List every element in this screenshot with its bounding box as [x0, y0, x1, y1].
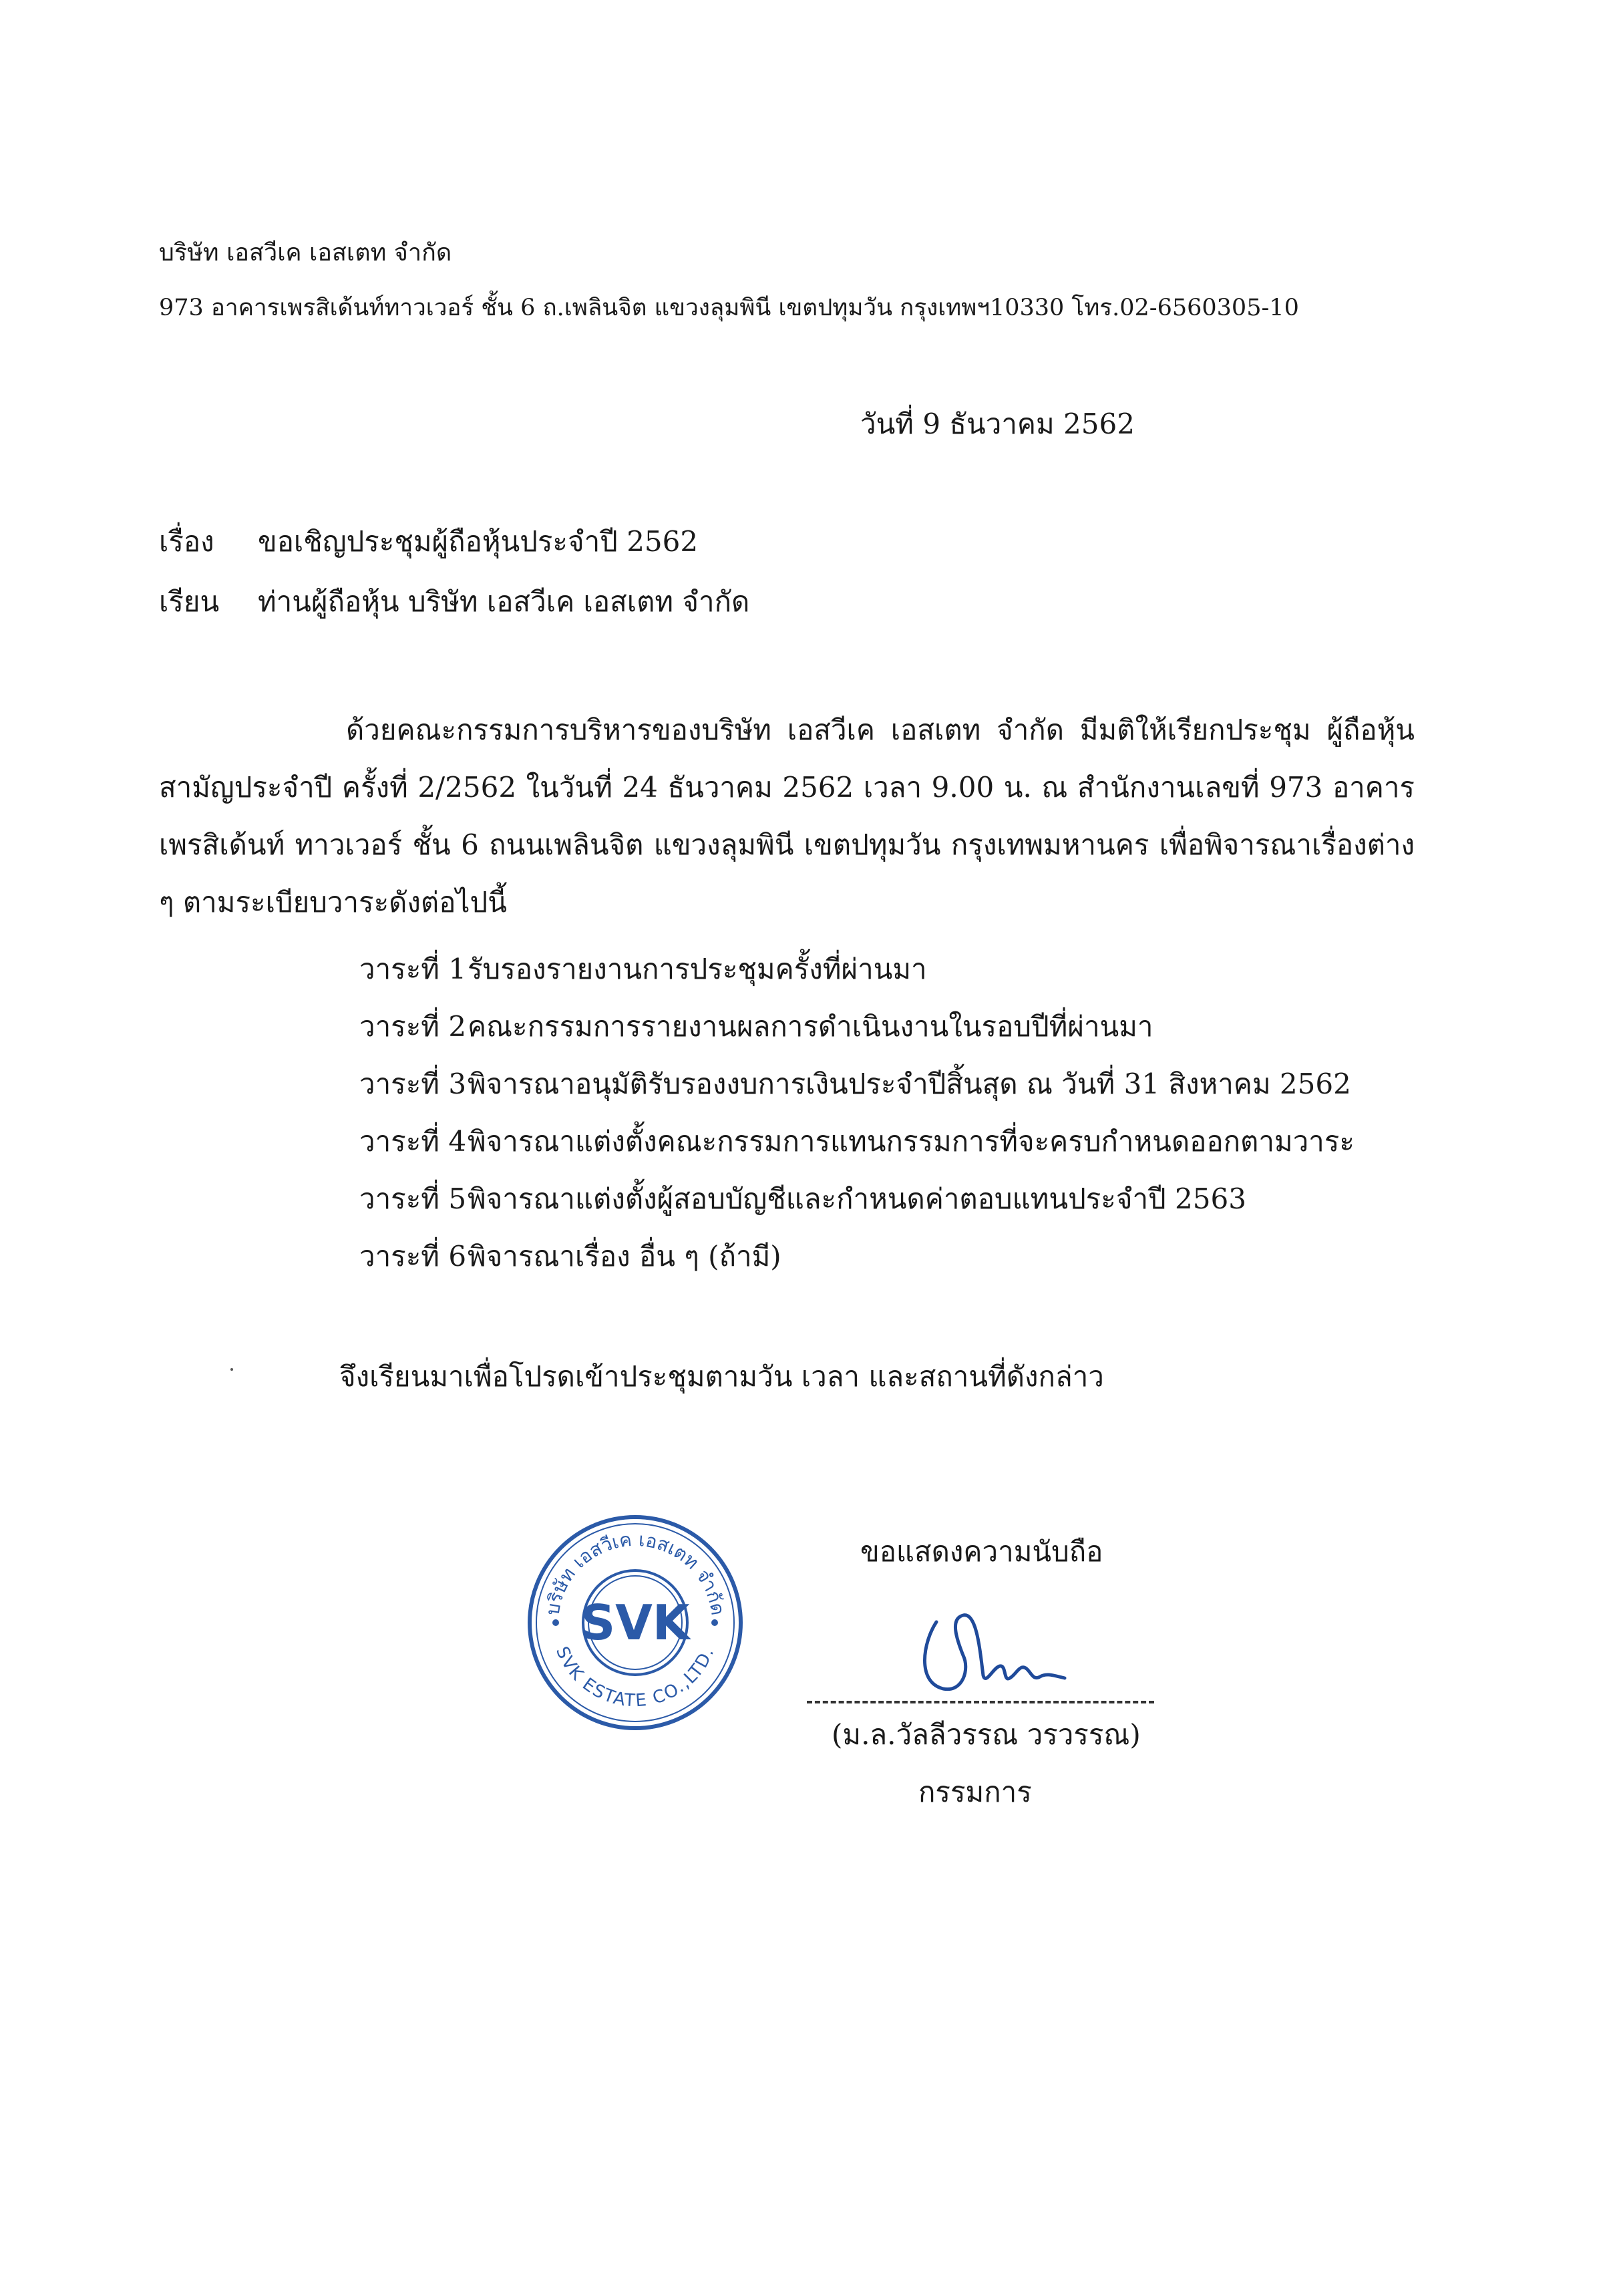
- agenda-item: [359, 1113, 1355, 1170]
- letter-date: วันที่ 9 ธันวาคม 2562: [860, 407, 1135, 440]
- svg-text:SVK ESTATE CO.,LTD.: SVK ESTATE CO.,LTD.: [551, 1643, 719, 1711]
- company-address: 973 อาคารเพรสิเด้นท์ทาวเวอร์ ชั้น 6 ถ.เพลินจิต แขวงลุมพินี เขตปทุมวัน กรุงเทพฯ10330 โทร.02-6560305-10: [159, 295, 1299, 321]
- svg-text:SVK: SVK: [580, 1595, 690, 1651]
- agenda-item-label: วาระที่ 4: [359, 1125, 467, 1158]
- agenda-item-label: วาระที่ 2: [359, 1010, 467, 1043]
- subject-label: เรื่อง: [159, 525, 214, 558]
- signatory-name: (ม.ล.วัลลีวรรณ วรวรรณ): [832, 1718, 1141, 1751]
- agenda-item: [359, 1055, 1355, 1113]
- agenda-item-label: วาระที่ 5: [359, 1182, 467, 1215]
- agenda-list: [359, 941, 1355, 1285]
- agenda-item: [359, 998, 1355, 1055]
- closing-sentence: จึงเรียนมาเพื่อโปรดเข้าประชุมตามวัน เวลา และสถานที่ดังกล่าว: [339, 1360, 1104, 1393]
- signature-line: [807, 1701, 1154, 1703]
- agenda-item-text: พิจารณาอนุมัติรับรองงบการเงินประจำปีสิ้นสุด ณ วันที่ 31 สิงหาคม 2562: [468, 1068, 1351, 1100]
- subject-text: ขอเชิญประชุมผู้ถือหุ้นประจำปี 2562: [258, 525, 699, 558]
- company-name: บริษัท เอสวีเค เอสเตท จำกัด: [159, 239, 452, 267]
- agenda-item-label: วาระที่ 3: [359, 1068, 467, 1100]
- signature-icon: [916, 1609, 1070, 1702]
- signatory-title: กรรมการ: [918, 1776, 1032, 1808]
- recipient-label: เรียน: [159, 585, 220, 618]
- agenda-item-text: รับรองรายงานการประชุมครั้งที่ผ่านมา: [468, 953, 927, 985]
- recipient-text: ท่านผู้ถือหุ้น บริษัท เอสวีเค เอสเตท จำกัด: [258, 585, 750, 618]
- agenda-item-text: พิจารณาเรื่อง อื่น ๆ (ถ้ามี): [468, 1240, 781, 1273]
- scan-speck: [230, 1368, 233, 1371]
- agenda-item-label: วาระที่ 6: [359, 1240, 467, 1273]
- agenda-item-label: วาระที่ 1: [359, 953, 467, 985]
- agenda-item: [359, 1170, 1355, 1228]
- body-paragraph: ด้วยคณะกรรมการบริหารของบริษัท เอสวีเค เอสเตท จำกัด มีมติให้เรียกประชุม ผู้ถือหุ้นสามัญประจำปี ครั้งที่ 2/2562 ในวันที่ 24 ธันวาคม 2562 เวลา 9.00 น. ณ สำนักงานเลขที่ 973 อาคารเพรสิเด้นท์ ทาวเวอร์ ชั้น 6 ถนนเพลินจิต แขวงลุมพินี เขตปทุมวัน กรุงเทพมหานคร เพื่อพิจารณาเรื่องต่าง ๆ ตามระเบียบวาระดังต่อไปนี้: [159, 713, 1415, 919]
- agenda-item-text: คณะกรรมการรายงานผลการดำเนินงานในรอบปีที่ผ่านมา: [468, 1010, 1153, 1043]
- svg-text:บริษัท เอสวีเค เอสเตท จำกัด: บริษัท เอสวีเค เอสเตท จำกัด: [541, 1528, 729, 1617]
- company-stamp-icon: [525, 1512, 745, 1733]
- agenda-item: [359, 1228, 1355, 1285]
- sign-off: ขอแสดงความนับถือ: [860, 1535, 1103, 1568]
- agenda-item-text: พิจารณาแต่งตั้งผู้สอบบัญชีและกำหนดค่าตอบแทนประจำปี 2563: [468, 1182, 1246, 1215]
- agenda-item-text: พิจารณาแต่งตั้งคณะกรรมการแทนกรรมการที่จะครบกำหนดออกตามวาระ: [468, 1125, 1355, 1158]
- agenda-item: [359, 941, 1355, 998]
